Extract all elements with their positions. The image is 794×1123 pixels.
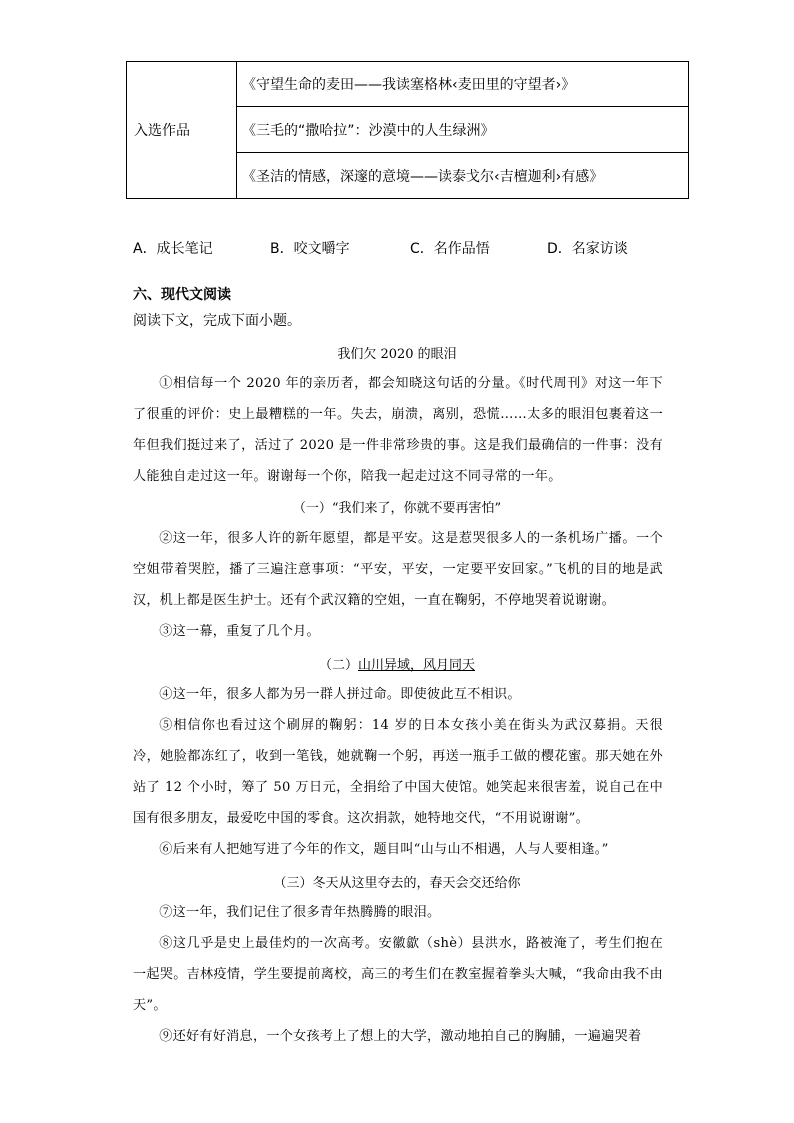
paragraph-1: ①相信每一个 2020 年的亲历者，都会知晓这句话的分量。《时代周刊》对这一年下了很重的评价：史上最糟糕的一年。失去，崩溃，离别，恐慌……太多的眼泪包裹着这一年但我们挺过来了，活过了 2020 是一件非常珍贵的事。这是我们最确信的一件事：没有人能独自走过这一年。谢谢每一个你，陪我一起走过这不同寻常的一年。 [133,376,663,484]
paragraph-8: ⑧这几乎是史上最佳灼的一次高考。安徽歙（shè）县洪水，路被淹了，考生们抱在一起哭。吉林疫情，学生要提前离校，高三的考生们在教室握着拳头大喊，“我命由我不由天”。 [133,936,663,1013]
paragraph-5: ⑤相信你也看过这个刷屏的鞠躬：14 岁的日本女孩小美在街头为武汉募捐。天很冷，她脸都冻红了，收到一笔钱，她就鞠一个躬，再送一瓶手工做的樱花蜜。那天她在外站了 12 个小时，筹了 50 万日元，全捐给了中国大使馆。她笑起来很害羞，说自己在中国有很多朋友，最爱吃中国的零食。这次捐款，她特地交代，“不用说谢谢”。 [133,718,663,826]
section-title: 六、现代文阅读 [133,287,231,303]
option-c: C．名作品悟 [410,241,490,257]
subheading-3: （三）冬天从这里夺去的，春天会交还给你 [273,876,521,891]
paragraph-6: ⑥后来有人把她写进了今年的作文，题目叫“山与山不相遇，人与人要相逢。” [159,842,609,857]
paragraph-2: ②这一年，很多人许的新年愿望，都是平安。这是惹哭很多人的一条机场广播。一个空姐带着哭腔，播了三遍注意事项：“平安，平安，一定要平安回家。”飞机的目的地是武汉，机上都是医生护士。还有个武汉籍的空姐，一直在鞠躬，不停地哭着说谢谢。 [133,531,663,608]
subheading-1: （一）“我们来了，你就不要再害怕” [292,501,502,516]
option-b: B．咬文嚼字 [270,241,350,257]
paragraph-4: ④这一年，很多人都为另一群人拼过命。即使彼此互不相识。 [159,687,521,702]
paragraph-9: ⑨还好有好消息，一个女孩考上了想上的大学，激动地拍自己的胸脯，一遍遍哭着 [159,1029,642,1044]
paragraph-7: ⑦这一年，我们记住了很多青年热腾腾的眼泪。 [159,905,441,920]
subheading-2 [0,654,794,673]
option-a: A．成长笔记 [133,241,213,257]
article-title: 我们欠 2020 的眼泪 [337,347,457,362]
table-label: 入选作品 [127,62,237,198]
works-table [126,61,689,199]
table-row: 《圣洁的情感，深邃的意境——读泰戈尔‹吉檀迦利›有感》 [242,169,604,185]
table-row: 《三毛的“撒哈拉”：沙漠中的人生绿洲》 [237,107,688,153]
section-instruction: 阅读下文，完成下面小题。 [133,313,301,329]
option-d: D．名家访谈 [547,241,628,257]
paragraph-3: ③这一幕，重复了几个月。 [159,624,320,639]
subheading-2-underlined: 山川异域，风月同天 [358,658,476,673]
subheading-2-prefix: （二） [318,658,358,673]
table-row: 《守望生命的麦田——我读塞格林‹麦田里的守望者›》 [237,62,688,107]
